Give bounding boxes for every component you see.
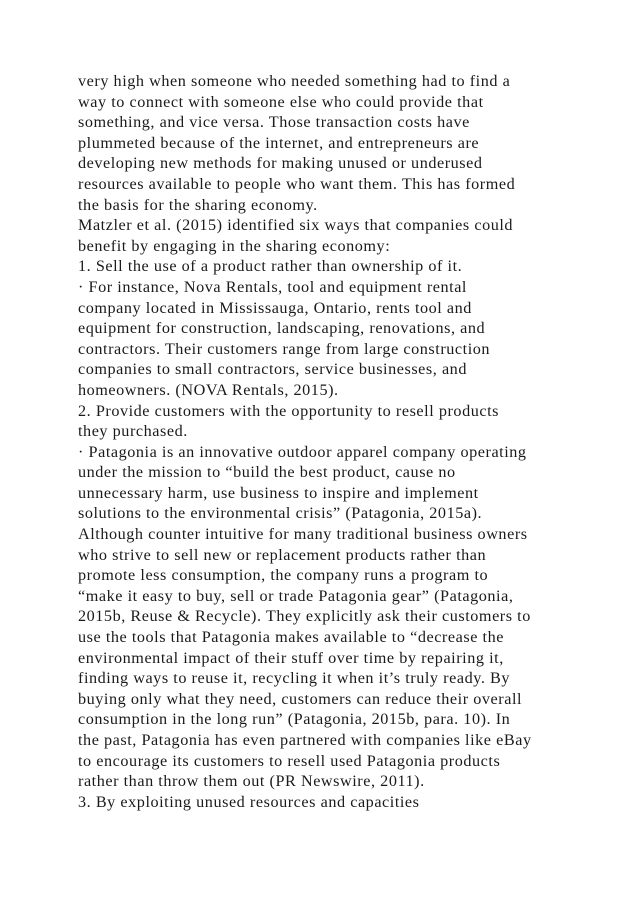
text-line: buying only what they need, customers can reduce their overall xyxy=(78,689,523,708)
text-line: rather than throw them out (PR Newswire, 2011). xyxy=(78,772,425,791)
text-line: Although counter intuitive for many traditional business owners xyxy=(78,525,528,544)
text-line: environmental impact of their stuff over time by repairing it, xyxy=(78,648,504,667)
list-item-heading: 3. By exploiting unused resources and capacities xyxy=(78,792,420,811)
bullet-line: · For instance, Nova Rentals, tool and equipment rental xyxy=(78,277,467,296)
text-line: use the tools that Patagonia makes available to “decrease the xyxy=(78,628,504,647)
text-line: contractors. Their customers range from large construction xyxy=(78,339,491,358)
text-line: developing new methods for making unused or underused xyxy=(78,154,483,173)
text-line: consumption in the long run” (Patagonia, 2015b, para. 10). In xyxy=(78,710,511,729)
text-line: “make it easy to buy, sell or trade Patagonia gear” (Patagonia, xyxy=(78,586,514,605)
text-line: who strive to sell new or replacement products rather than xyxy=(78,545,487,564)
text-line: something, and vice versa. Those transaction costs have xyxy=(78,113,470,132)
list-item-heading: 2. Provide customers with the opportunity to resell products xyxy=(78,401,499,420)
text-line: way to connect with someone else who could provide that xyxy=(78,92,484,111)
text-line: they purchased. xyxy=(78,422,188,441)
text-line: the basis for the sharing economy. xyxy=(78,195,318,214)
text-line: unnecessary harm, use business to inspire and implement xyxy=(78,483,479,502)
text-line: equipment for construction, landscaping, renovations, and xyxy=(78,319,486,338)
text-line: very high when someone who needed something had to find a xyxy=(78,72,511,90)
text-line: 2015b, Reuse & Recycle). They explicitly ask their customers to xyxy=(78,607,531,626)
text-line: plummeted because of the internet, and entrepreneurs are xyxy=(78,133,480,152)
text-line: promote less consumption, the company runs a program to xyxy=(78,566,489,585)
text-line: under the mission to “build the best product, cause no xyxy=(78,463,456,482)
text-line: resources available to people who want them. This has formed xyxy=(78,174,516,193)
text-line: solutions to the environmental crisis” (Patagonia, 2015a). xyxy=(78,504,483,523)
text-line: Matzler et al. (2015) identified six ways that companies could xyxy=(78,216,514,235)
text-line: homeowners. (NOVA Rentals, 2015). xyxy=(78,380,339,399)
text-line: to encourage its customers to resell used Patagonia products xyxy=(78,751,501,770)
text-line: the past, Patagonia has even partnered with companies like eBay xyxy=(78,731,532,749)
text-line: finding ways to reuse it, recycling it when it’s truly ready. By xyxy=(78,669,511,688)
document-page xyxy=(78,71,618,812)
bullet-line: · Patagonia is an innovative outdoor apparel company operating xyxy=(78,442,527,461)
text-line: companies to small contractors, service businesses, and xyxy=(78,360,467,379)
list-item-heading: 1. Sell the use of a product rather than ownership of it. xyxy=(78,257,463,276)
text-line: company located in Mississauga, Ontario, rents tool and xyxy=(78,298,472,317)
text-line: benefit by engaging in the sharing economy: xyxy=(78,236,391,255)
